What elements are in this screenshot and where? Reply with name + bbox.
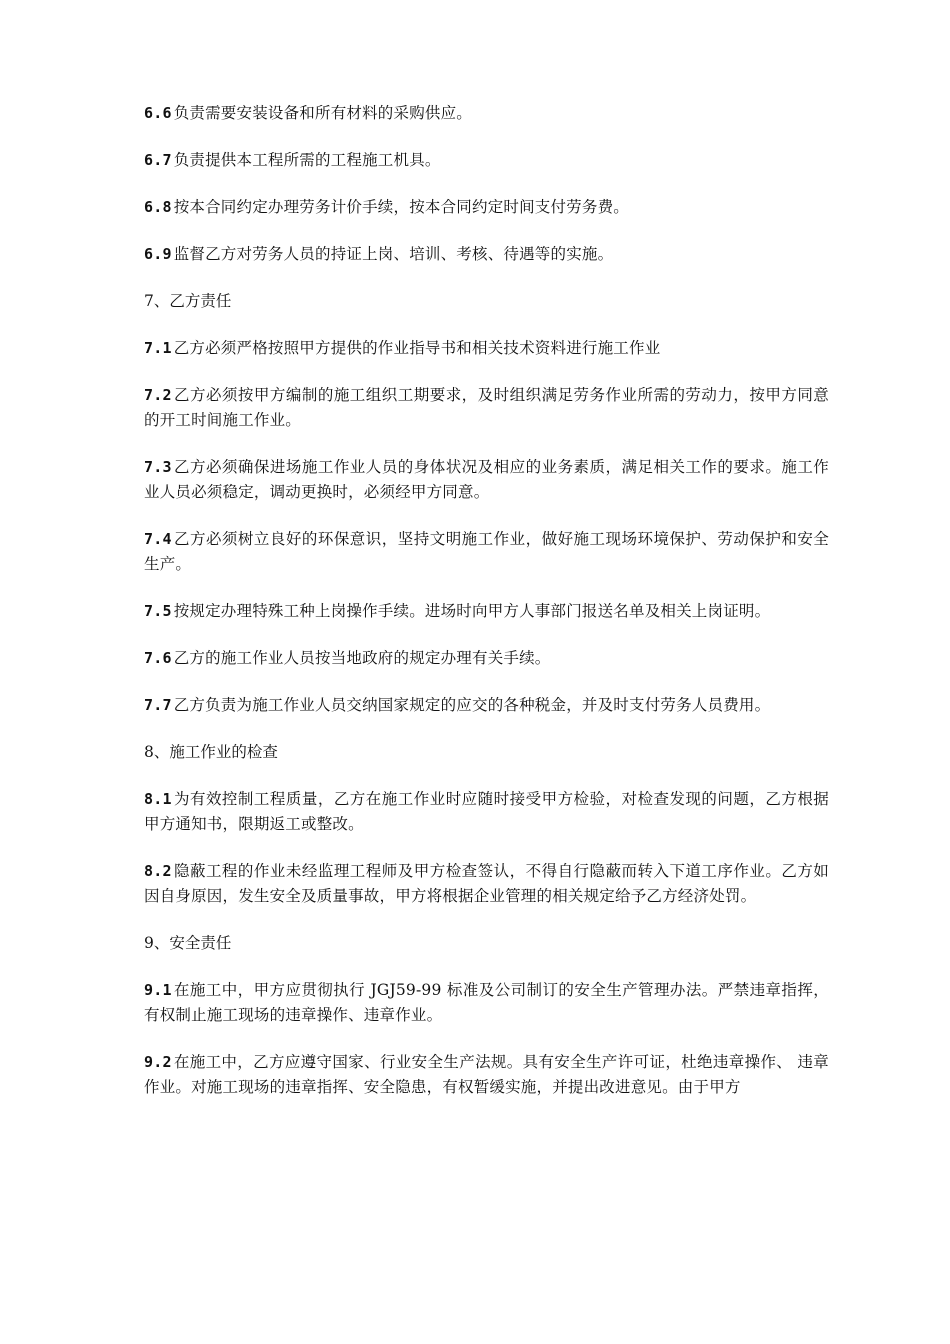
clause-number: 9.1 bbox=[144, 981, 172, 999]
clause-7-5 bbox=[144, 599, 829, 624]
clause-text: 乙方必须树立良好的环保意识，坚持文明施工作业，做好施工现场环境保护、劳动保护和安全生产。 bbox=[144, 530, 829, 573]
clause-number: 8.1 bbox=[144, 790, 172, 808]
document-body bbox=[144, 101, 829, 1122]
clause-text: 乙方必须按甲方编制的施工组织工期要求，及时组织满足劳务作业所需的劳动力，按甲方同意的开工时间施工作业。 bbox=[144, 386, 829, 429]
clause-7-2 bbox=[144, 383, 829, 433]
clause-number: 7.7 bbox=[144, 696, 172, 714]
clause-text: 乙方的施工作业人员按当地政府的规定办理有关手续。 bbox=[173, 649, 551, 667]
clause-number: 7.4 bbox=[144, 530, 172, 548]
clause-number: 6.8 bbox=[144, 198, 172, 216]
clause-6-9 bbox=[144, 242, 829, 267]
clause-text: 乙方负责为施工作业人员交纳国家规定的应交的各种税金，并及时支付劳务人员费用。 bbox=[173, 696, 771, 714]
clause-8-2 bbox=[144, 859, 829, 909]
clause-text: 负责提供本工程所需的工程施工机具。 bbox=[173, 151, 441, 169]
clause-text: 在施工中，乙方应遵守国家、行业安全生产法规。具有安全生产许可证，杜绝违章操作、 违章作业。对施工现场的违章指挥、安全隐患，有权暂缓实施，并提出改进意见。由于甲方 bbox=[144, 1053, 829, 1096]
clause-6-7 bbox=[144, 148, 829, 173]
clause-number: 6.9 bbox=[144, 245, 172, 263]
clause-number: 7.2 bbox=[144, 386, 172, 404]
clause-number: 8.2 bbox=[144, 862, 172, 880]
section-heading-8: 8、施工作业的检查 bbox=[144, 743, 278, 761]
clause-text: 为有效控制工程质量，乙方在施工作业时应随时接受甲方检验，对检查发现的问题，乙方根据甲方通知书，限期返工或整改。 bbox=[144, 790, 829, 833]
clause-text: 按规定办理特殊工种上岗操作手续。进场时向甲方人事部门报送名单及相关上岗证明。 bbox=[173, 602, 771, 620]
clause-8-1 bbox=[144, 787, 829, 837]
clause-7-3 bbox=[144, 455, 829, 505]
clause-text: 隐蔽工程的作业未经监理工程师及甲方检查签认，不得自行隐蔽而转入下道工序作业。乙方如因自身原因，发生安全及质量事故，甲方将根据企业管理的相关规定给予乙方经济处罚。 bbox=[144, 862, 829, 905]
clause-number: 7.1 bbox=[144, 339, 172, 357]
section-heading-9: 9、安全责任 bbox=[144, 934, 232, 952]
clause-7-1 bbox=[144, 336, 829, 361]
clause-number: 7.3 bbox=[144, 458, 172, 476]
clause-text: 乙方必须确保进场施工作业人员的身体状况及相应的业务素质，满足相关工作的要求。施工作业人员必须稳定，调动更换时，必须经甲方同意。 bbox=[144, 458, 829, 501]
clause-9-1 bbox=[144, 978, 829, 1028]
clause-text: 按本合同约定办理劳务计价手续，按本合同约定时间支付劳务费。 bbox=[173, 198, 630, 216]
clause-text: 监督乙方对劳务人员的持证上岗、培训、考核、待遇等的实施。 bbox=[173, 245, 614, 263]
clause-7-7 bbox=[144, 693, 829, 718]
clause-number: 6.6 bbox=[144, 104, 172, 122]
clause-6-8 bbox=[144, 195, 829, 220]
clause-number: 7.6 bbox=[144, 649, 172, 667]
clause-number: 7.5 bbox=[144, 602, 172, 620]
clause-text: 在施工中，甲方应贯彻执行 JGJ59-99 标准及公司制订的安全生产管理办法。严禁违章指挥，有权制止施工现场的违章操作、违章作业。 bbox=[144, 981, 829, 1024]
section-heading-7: 7、乙方责任 bbox=[144, 292, 232, 310]
clause-number: 6.7 bbox=[144, 151, 172, 169]
clause-text: 乙方必须严格按照甲方提供的作业指导书和相关技术资料进行施工作业 bbox=[173, 339, 661, 357]
clause-7-6 bbox=[144, 646, 829, 671]
clause-7-4 bbox=[144, 527, 829, 577]
clause-text: 负责需要安装设备和所有材料的采购供应。 bbox=[173, 104, 473, 122]
clause-number: 9.2 bbox=[144, 1053, 172, 1071]
clause-9-2 bbox=[144, 1050, 829, 1100]
clause-6-6 bbox=[144, 101, 829, 126]
